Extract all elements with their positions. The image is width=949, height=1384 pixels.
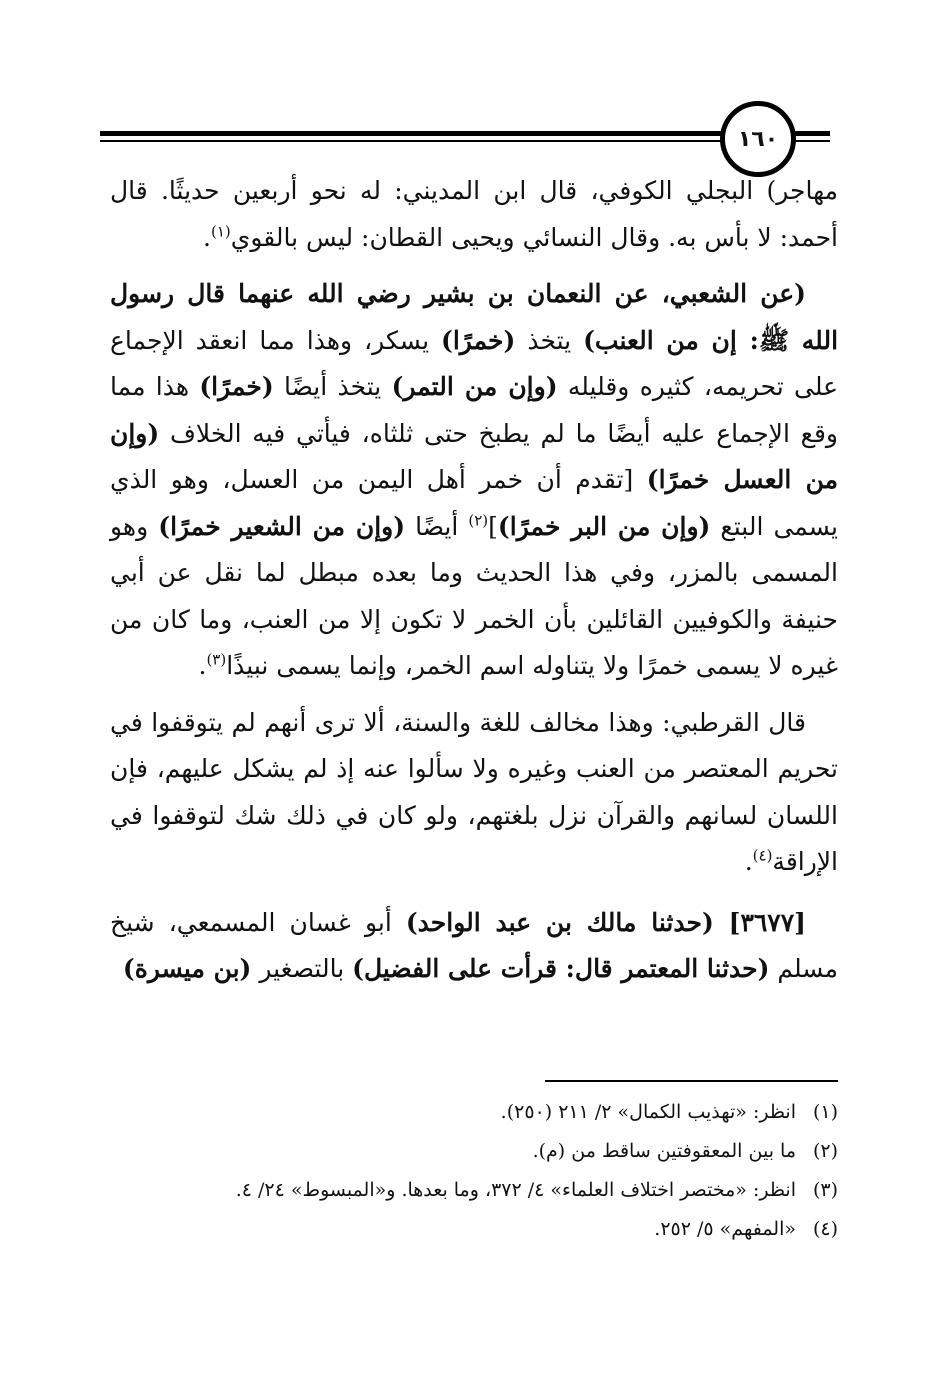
header-rule-right-thin xyxy=(790,140,830,142)
p4-bold-3: (بن ميسرة) xyxy=(122,954,252,983)
footnote-number: (١) xyxy=(812,1101,838,1123)
footnote-text: انظر: «مختصر اختلاف العلماء» ٤/ ٣٧٢، وما بعدها. و«المبسوط» ٢٤/ ٤. xyxy=(235,1179,796,1202)
header-rule-right-thick xyxy=(790,131,830,136)
footnote-ref-3: (٣) xyxy=(206,650,227,669)
p2-text-1: يتخذ xyxy=(515,325,584,355)
p4-text-1: أبو غسان المسمعي، شيخ مسلم xyxy=(110,907,838,983)
p3-text-2: . xyxy=(744,847,753,876)
page-header xyxy=(100,95,830,175)
paragraph-4 xyxy=(110,900,838,993)
p2-bold-2: (خمرًا) xyxy=(441,325,516,355)
footnote-number: (٣) xyxy=(812,1179,838,1202)
footnote-ref-1: (١) xyxy=(210,222,231,241)
p3-text-1: قال القرطبي: وهذا مخالف للغة والسنة، ألا ترى أنهم لم يتوقفوا في تحريم المعتصر من العنب وغيره ولا سألوا عنه إذ لم يشكل عليهم، فإن اللسان لسانهم والقرآن نزل بلغتهم، ولو كان في ذلك شك لتوقفوا في الإراقة xyxy=(110,707,838,876)
footnote-4 xyxy=(110,1211,838,1247)
p1-text-2: . xyxy=(203,222,211,252)
page-number-circle xyxy=(720,101,796,177)
p1-text-1: مهاجر) البجلي الكوفي، قال ابن المديني: له نحو أربعين حديثًا. قال أحمد: لا بأس به. وقال النسائي ويحيى القطان: ليس بالقوي xyxy=(110,176,838,252)
footnote-number: (٤) xyxy=(812,1218,838,1241)
footnote-number: (٢) xyxy=(812,1140,838,1163)
main-text xyxy=(110,168,838,1003)
p2-text-9: . xyxy=(198,651,207,680)
p2-text-4: هذا مما وقع الإجماع عليه أيضًا ما لم يطبخ حتى ثلثاه، فيأتي فيه الخلاف xyxy=(110,372,838,448)
p2-bold-4: (خمرًا) xyxy=(199,372,274,401)
p2-bold-5: (وإن من العسل خمرًا) xyxy=(110,418,838,494)
p2-text-2: يسكر، وهذا مما انعقد الإجماع على تحريمه، كثيره وقليله xyxy=(110,325,839,401)
header-rule-thin xyxy=(100,140,810,142)
footnotes xyxy=(110,1094,838,1250)
footnote-ref-4: (٤) xyxy=(752,846,773,865)
footnote-text: انظر: «تهذيب الكمال» ٢/ ٢١١ (٢٥٠). xyxy=(500,1101,796,1123)
paragraph-2 xyxy=(110,271,838,690)
p2-bold-7: (وإن من الشعير خمرًا) xyxy=(158,511,406,541)
p2-bold-1: (عن الشعبي، عن النعمان بن بشير رضي الله عنهما قال رسول الله ﷺ: إن من العنب) xyxy=(110,279,839,355)
paragraph-1 xyxy=(110,168,838,261)
header-rule-thick xyxy=(100,131,810,136)
footnote-text: ما بين المعقوفتين ساقط من (م). xyxy=(532,1140,796,1163)
p2-bold-6: (وإن من البر خمرًا) xyxy=(497,511,711,541)
footnote-separator xyxy=(545,1080,838,1082)
footnote-2 xyxy=(110,1133,838,1169)
p2-bold-3: (وإن من التمر) xyxy=(391,372,558,401)
p4-bold-1: [٣٦٧٧] (حدثنا مالك بن عبد الواحد) xyxy=(405,907,807,937)
footnote-1 xyxy=(110,1094,838,1130)
p2-text-8: وهو المسمى بالمزر، وفي هذا الحديث وما بعده مبطل لما نقل عن أبي حنيفة والكوفيين القائلين بأن الخمر لا تكون إلا من العنب، وما كان من غيره لا يسمى خمرًا ولا يتناوله اسم الخمر، وإنما يسمى نبيذًا xyxy=(110,511,838,680)
p2-text-7: أيضًا xyxy=(405,511,469,541)
footnote-3 xyxy=(110,1172,838,1208)
p4-text-2: بالتصغير xyxy=(251,954,353,983)
page-number: ١٦٠ xyxy=(737,126,779,152)
p2-text-5: [تقدم أن خمر أهل اليمن من العسل، وهو الذي يسمى البتع xyxy=(110,465,838,541)
p4-bold-2: (حدثنا المعتمر قال: قرأت على الفضيل) xyxy=(352,954,770,983)
paragraph-3 xyxy=(110,700,838,886)
footnote-ref-2: (٢) xyxy=(468,511,489,530)
p2-text-3: يتخذ أيضًا xyxy=(273,372,392,401)
footnote-text: «المفهم» ٥/ ٢٥٢. xyxy=(654,1218,796,1241)
p2-text-6: ] xyxy=(488,511,498,541)
